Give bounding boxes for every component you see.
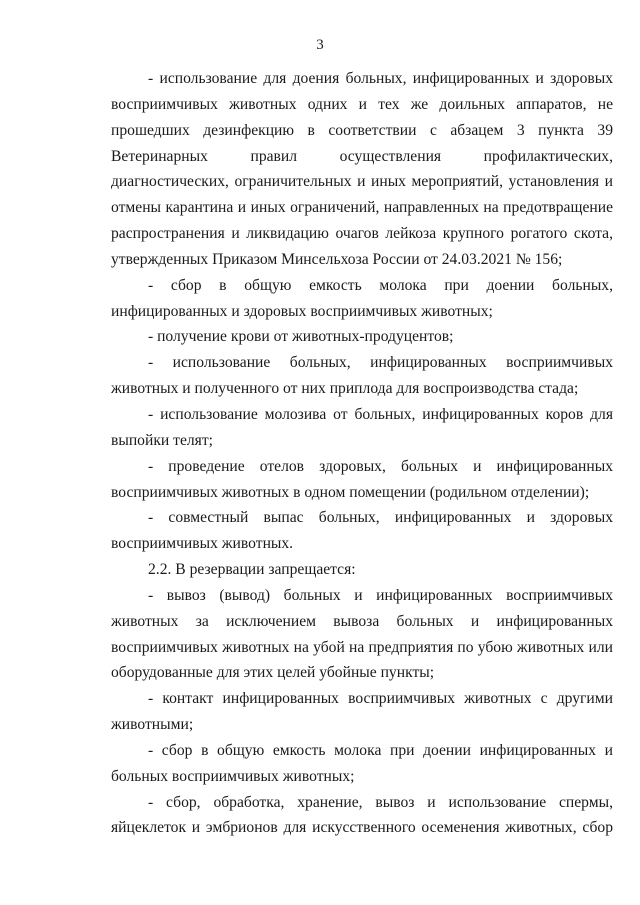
paragraph-colostrum: - использование молозива от больных, инфицированных коров для выпойки телят;: [111, 405, 613, 449]
page-number: 3: [316, 37, 324, 53]
paragraph-herd-reproduction: - использование больных, инфицированных восприимчивых животных и полученного от них приплода для воспроизводства стада;: [111, 354, 613, 398]
paragraph-grazing: - совместный выпас больных, инфицированных и здоровых восприимчивых животных.: [111, 509, 613, 553]
paragraph-animal-contact: - контакт инфицированных восприимчивых животных с другими животными;: [111, 690, 613, 734]
paragraph-milk-collection: - сбор в общую емкость молока при доении больных, инфицированных и здоровых восприимчивых животных;: [111, 276, 613, 320]
paragraph-blood-collection: - получение крови от животных-продуцентов;: [148, 328, 454, 346]
paragraph-infected-milk: - сбор в общую емкость молока при доении инфицированных и больных восприимчивых животных;: [111, 741, 613, 785]
paragraph-sperm-embryos: - сбор, обработка, хранение, вывоз и использование спермы, яйцеклеток и эмбрионов для искусственного осеменения животных, сбор: [111, 793, 613, 837]
paragraph-milking-equipment: - использование для доения больных, инфицированных и здоровых восприимчивых животных одних и тех же доильных аппаратов, не прошедших дезинфекцию в соответствии с абзацем 3 пункта 39 Ветеринарных правил осуществления профилактических, диагностических, ограничительных и иных мероприятий, установления и отмены карантина и иных ограничений, направленных на предотвращение распространения и ликвидацию очагов лейкоза крупного рогатого скота, утвержденных Приказом Минсельхоза России от 24.03.2021 № 156;: [111, 70, 613, 268]
section-heading-2-2: 2.2. В резервации запрещается:: [148, 561, 356, 579]
paragraph-calving: - проведение отелов здоровых, больных и инфицированных восприимчивых животных в одном помещении (родильном отделении);: [111, 457, 613, 501]
document-body: [111, 66, 613, 841]
paragraph-animal-export: - вывоз (вывод) больных и инфицированных восприимчивых животных за исключением вывоза больных и инфицированных восприимчивых животных на убой на предприятия по убою животных или оборудованные для этих целей убойные пункты;: [111, 586, 613, 682]
